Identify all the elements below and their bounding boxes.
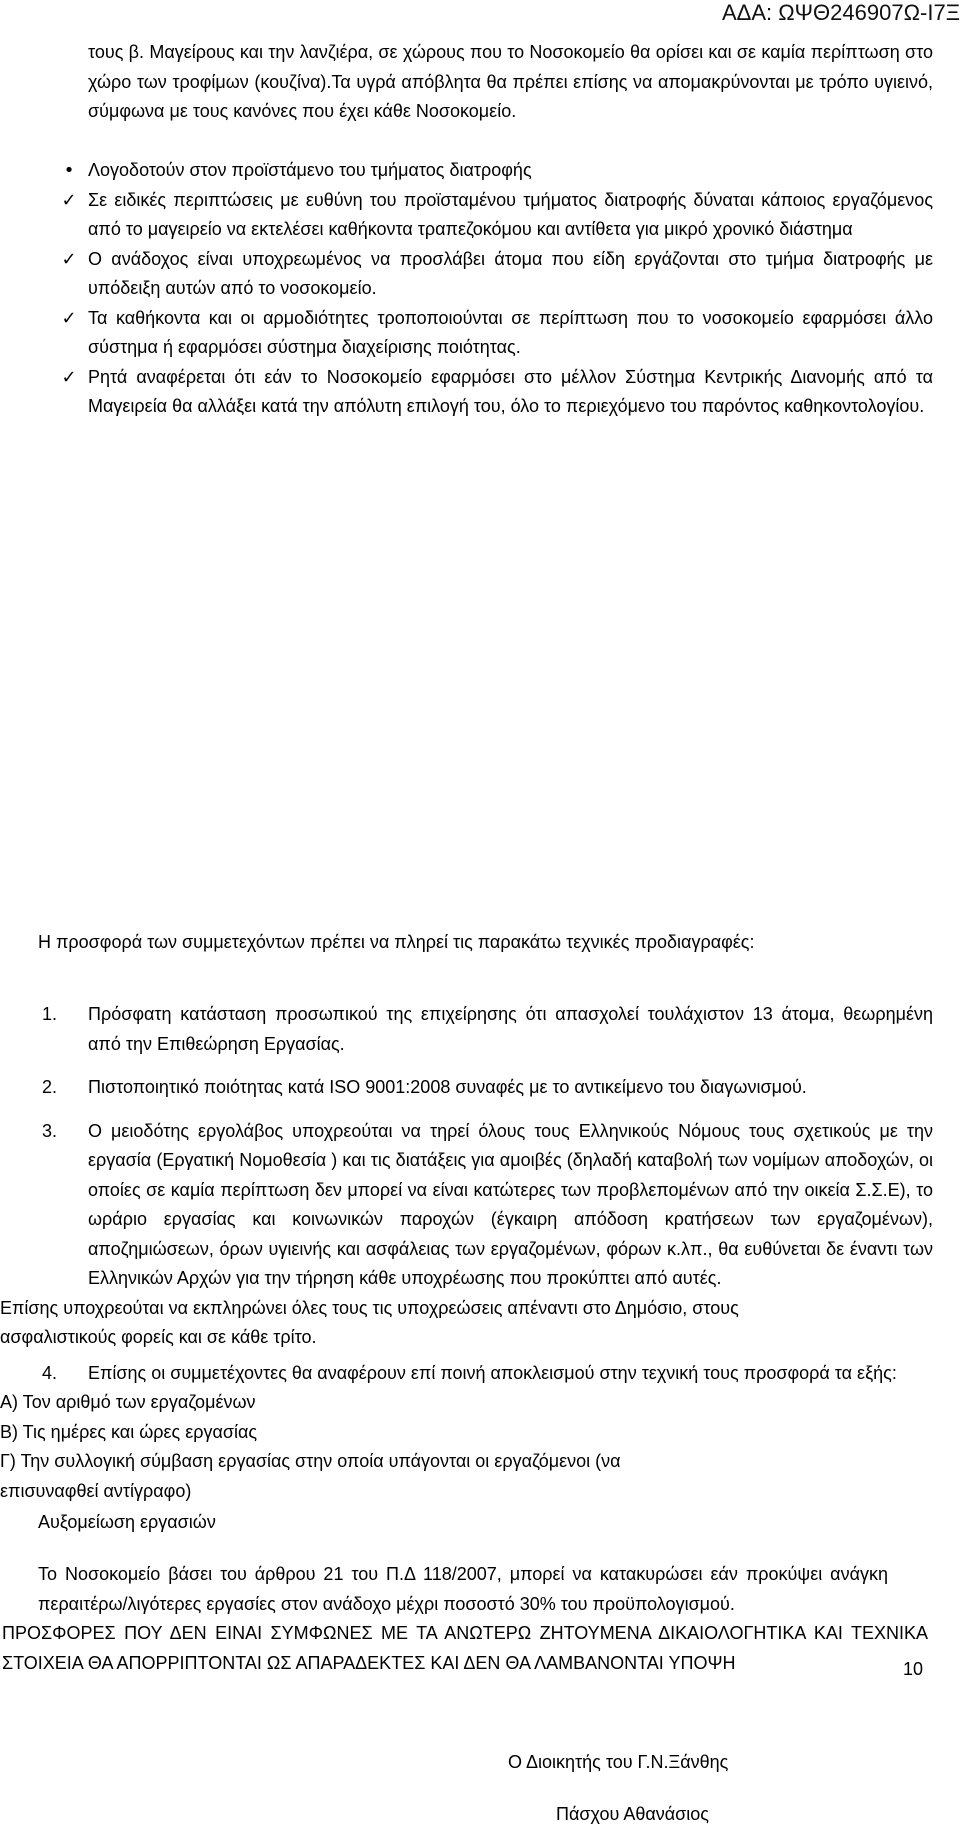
- signature-name: Πάσχου Αθανάσιος: [556, 1804, 709, 1824]
- list-item: [0, 245, 960, 304]
- item-number: 3.: [42, 1120, 58, 1141]
- list-item: [0, 304, 960, 363]
- item-text: Πιστοποιητικό ποιότητας κατά ISO 9001:2008 συναφές με το αντικείμενο του διαγωνισμού.: [88, 1077, 807, 1097]
- work-increase-label: Αυξομείωση εργασιών: [38, 1512, 216, 1532]
- sub-item-continuation: επισυναφθεί αντίγραφο): [0, 1480, 192, 1501]
- rejection-notice: ΠΡΟΣΦΟΡΕΣ ΠΟΥ ΔΕΝ ΕΙΝΑΙ ΣΥΜΦΩΝΕΣ ΜΕ ΤΑ ΑΝΩΤΕΡΩ ΖΗΤΟΥΜΕΝΑ ΔΙΚΑΙΟΛΟΓΗΤΙΚΑ ΚΑΙ ΤΕΧΝΙΚΑ ΣΤΟΙΧΕΙΑ ΘΑ ΑΠΟΡΡΙΠΤΟΝΤΑΙ ΩΣ ΑΠΑΡΑΔΕΚΤΕΣ ΚΑΙ ΔΕΝ ΘΑ ΛΑΜΒΑΝΟΝΤΑΙ ΥΠΟΨΗ: [2, 1623, 928, 1673]
- item-number: 4.: [42, 1362, 58, 1383]
- list-item-text: Ρητά αναφέρεται ότι εάν το Νοσοκομείο εφαρμόσει στο μέλλον Σύστημα Κεντρικής Διανομής από τα Μαγειρεία θα αλλάξει κατά την απόλυτη επιλογή του, όλο το περιεχόμενο του παρόντος καθηκοντολογίου.: [88, 366, 933, 416]
- list-item: [0, 156, 960, 186]
- checkmark-icon: ✓: [61, 189, 77, 211]
- checkmark-icon: ✓: [61, 307, 77, 329]
- ada-code: ΑΔΑ: ΩΨΘ246907Ω-Ι7Ξ: [721, 0, 960, 25]
- sub-item: Α) Τον αριθμό των εργαζομένων: [0, 1392, 256, 1412]
- item-text: Πρόσφατη κατάσταση προσωπικού της επιχείρησης ότι απασχολεί τουλάχιστον 13 άτομα, θεωρημένη από την Επιθεώρηση Εργασίας.: [88, 1004, 933, 1054]
- signature-title: Ο Διοικητής του Γ.Ν.Ξάνθης: [508, 1752, 729, 1772]
- sub-item: Γ) Την συλλογική σύμβαση εργασίας στην οποία υπάγονται οι εργαζόμενοι (να: [0, 1451, 621, 1471]
- numbered-item: [0, 1117, 960, 1294]
- item-continuation: Επίσης υποχρεούται να εκπληρώνει όλες τους τις υποχρεώσεις απέναντι στο Δημόσιο, στους ασφαλιστικούς φορείς και σε κάθε τρίτο.: [0, 1297, 739, 1347]
- checkmark-icon: ✓: [61, 366, 77, 388]
- bullet-dot-icon: •: [63, 160, 75, 181]
- item-text: Ο μειοδότης εργολάβος υποχρεούται να τηρεί όλους τους Ελληνικούς Νόμους τους σχετικούς με την εργασία (Εργατική Νομοθεσία ) και τις διατάξεις για αμοιβές (δηλαδή καταβολή των νομίμων αποδοχών, οι οποίες σε καμία περίπτωση δεν μπορεί να είναι κατώτερες των προβλεπομένων από την οικεία Σ.Σ.Ε), το ωράριο εργασίας και κοινωνικών παροχών (έγκαιρη απόδοση κρατήσεων των εργαζομένων), αποζημιώσεων, όρων υγιεινής και ασφάλειας των εργαζομένων, φόρων κ.λπ., θα ευθύνεται δε έναντι των Ελληνικών Αρχών για την τήρηση κάθε υποχρέωσης που προκύπτει από αυτές.: [88, 1120, 933, 1288]
- page-number: 10: [903, 1659, 924, 1679]
- bullet-list: [0, 156, 960, 422]
- list-item: [0, 363, 960, 422]
- item-text: Επίσης οι συμμετέχοντες θα αναφέρουν επί ποινή αποκλεισμού στην τεχνική τους προσφορά τα εξής:: [88, 1362, 897, 1383]
- list-item-text: Σε ειδικές περιπτώσεις με ευθύνη του προϊσταμένου τμήματος διατροφής δύναται κάποιος εργαζόμενος από το μαγειρείο να εκτελέσει καθήκοντα τραπεζοκόμου και αντίθετα για μικρό χρονικό διάστημα: [88, 189, 933, 239]
- item-number: 2.: [42, 1077, 58, 1097]
- numbered-item: [0, 1359, 960, 1389]
- numbered-item: [0, 1073, 960, 1103]
- list-item-text: Τα καθήκοντα και οι αρμοδιότητες τροποποιούνται σε περίπτωση που το νοσοκομείο εφαρμόσει άλλο σύστημα ή εφαρμόσει σύστημα διαχείρισης ποιότητας.: [88, 307, 933, 357]
- intro-paragraph: τους β. Μαγείρους και την λανζιέρα, σε χώρους που το Νοσοκομείο θα ορίσει και σε καμία περίπτωση στο χώρο των τροφίμων (κουζίνα).Τα υγρά απόβλητα θα πρέπει επίσης να απομακρύνονται με τρόπο υγιεινό, σύμφωνα με τους κανόνες που έχει κάθε Νοσοκομείο.: [88, 42, 933, 121]
- numbered-list: [0, 1000, 960, 1506]
- work-increase-paragraph: Το Νοσοκομείο βάσει του άρθρου 21 του Π.Δ 118/2007, μπορεί να κατακυρώσει εάν προκύψει ανάγκη περαιτέρω/λιγότερες εργασίες στον ανάδοχο μέχρι ποσοστό 30% του προϋπολογισμού.: [38, 1564, 888, 1614]
- numbered-item: [0, 1000, 960, 1059]
- list-item-text: Ο ανάδοχος είναι υποχρεωμένος να προσλάβει άτομα που είδη εργάζονται στο τμήμα διατροφής με υπόδειξη αυτών από το νοσοκομείο.: [88, 248, 933, 298]
- sub-item: Β) Τις ημέρες και ώρες εργασίας: [0, 1421, 258, 1442]
- checkmark-icon: ✓: [61, 248, 77, 270]
- spec-heading: Η προσφορά των συμμετεχόντων πρέπει να πληρεί τις παρακάτω τεχνικές προδιαγραφές:: [38, 932, 755, 952]
- item-number: 1.: [42, 1004, 58, 1024]
- list-item-text: Λογοδοτούν στον προϊστάμενο του τμήματος διατροφής: [88, 160, 532, 180]
- list-item: [0, 186, 960, 245]
